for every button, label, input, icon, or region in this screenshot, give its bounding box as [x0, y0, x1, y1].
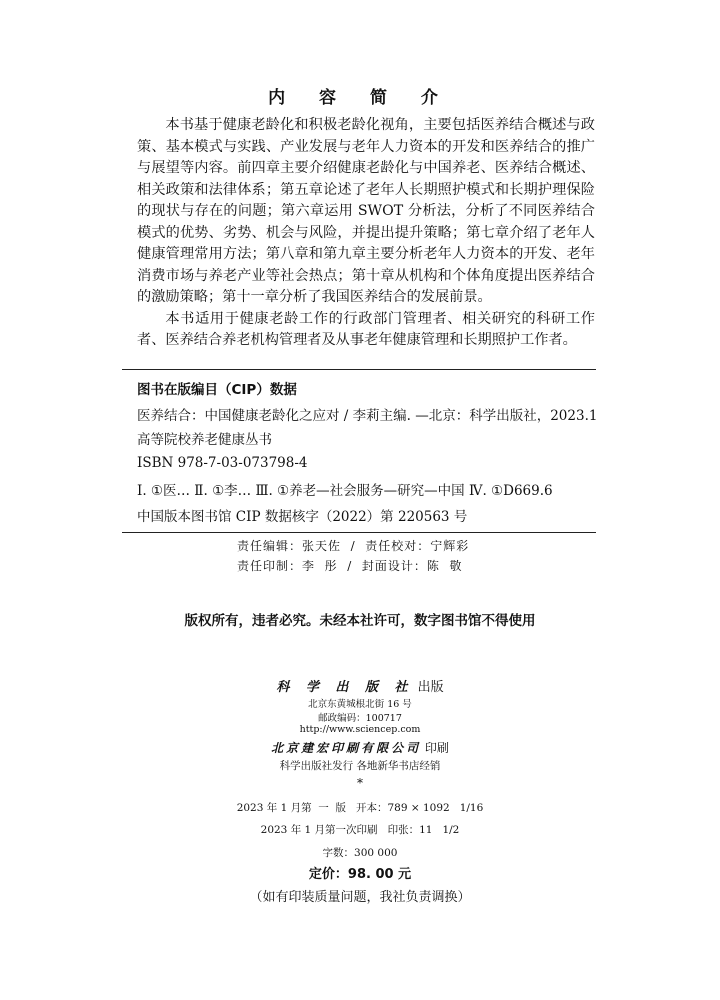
- publisher-zip: 邮政编码：100717: [318, 713, 402, 724]
- divider-bottom: [122, 532, 596, 533]
- editors-line-1: 责任编辑：张天佐 / 责任校对：宁辉彩: [237, 539, 470, 553]
- intro-paragraph-1: 本书基于健康老龄化和积极老龄化视角，主要包括医养结合概述与政策、基本模式与实践、产业发展与老年人力资本的开发和医养结合的推广与展望等内容。前四章主要介绍健康老龄化与中国养老、医养结合概述、相关政策和法律体系；第五章论述了老年人长期照护模式和长期护理保险的现状与存在的问题；第六章运用 SWOT 分析法，分析了不同医养结合模式的优势、劣势、机会与风险，并提出提升策略；第七章介绍了老年人健康管理常用方法；第八章和第九章主要分析老年人力资本的开发、老年消费市场与养老产业等社会热点；第十章从机构和个体角度提出医养结合的激励策略；第十一章分析了我国医养结合的发展前景。: [137, 117, 595, 305]
- divider-top: [122, 369, 596, 370]
- page-title: 内 容 简 介: [268, 88, 452, 108]
- edition-line: 2023 年 1 月第 一 版 开本：789 × 1092 1/16: [236, 802, 484, 814]
- cip-line-2: 高等院校养老健康丛书: [137, 432, 272, 448]
- publisher-line: [0, 676, 720, 695]
- printing-line: 2023 年 1 月第一次印刷 印张：11 1/2: [260, 824, 460, 836]
- cip-classification: Ⅰ. ①医… Ⅱ. ①李… Ⅲ. ①养老—社会服务—研究—中国 Ⅳ. ①D669.6: [137, 483, 553, 499]
- intro-section: [137, 115, 595, 352]
- publisher-logo: 科 学 出 版 社: [276, 680, 414, 695]
- cip-isbn: ISBN 978-7-03-073798-4: [137, 455, 308, 471]
- printer-logo: 北京建宏印刷有限公司: [271, 741, 422, 755]
- quality-note: （如有印装质量问题，我社负责调换）: [249, 890, 471, 905]
- separator-star: *: [357, 776, 363, 790]
- intro-paragraph-2: 本书适用于健康老龄工作的行政部门管理者、相关研究的科研工作者、医养结合养老机构管理者及从事老年健康管理和长期照护工作者。: [137, 310, 595, 348]
- publisher-url: http://www.sciencep.com: [299, 724, 421, 735]
- cip-title: 图书在版编目（CIP）数据: [137, 382, 297, 398]
- rights-notice: 版权所有，违者必究。未经本社许可，数字图书馆不得使用: [184, 613, 536, 629]
- word-count: 字数：300 000: [322, 847, 398, 859]
- printer-line: [0, 739, 720, 756]
- publisher-address: 北京东黄城根北街 16 号: [308, 699, 412, 710]
- editors-line-2: 责任印制：李 彤 / 封面设计：陈 敬: [237, 559, 463, 573]
- distribution-line: 科学出版社发行 各地新华书店经销: [279, 760, 441, 772]
- cip-line-1: 医养结合：中国健康老龄化之应对 / 李莉主编. —北京：科学出版社，2023.1: [137, 408, 598, 424]
- cip-record: 中国版本图书馆 CIP 数据核字（2022）第 220563 号: [137, 509, 468, 525]
- price: 定价：98. 00 元: [308, 867, 412, 882]
- printer-suffix: 印刷: [421, 741, 449, 755]
- publisher-suffix: 出版: [413, 680, 444, 695]
